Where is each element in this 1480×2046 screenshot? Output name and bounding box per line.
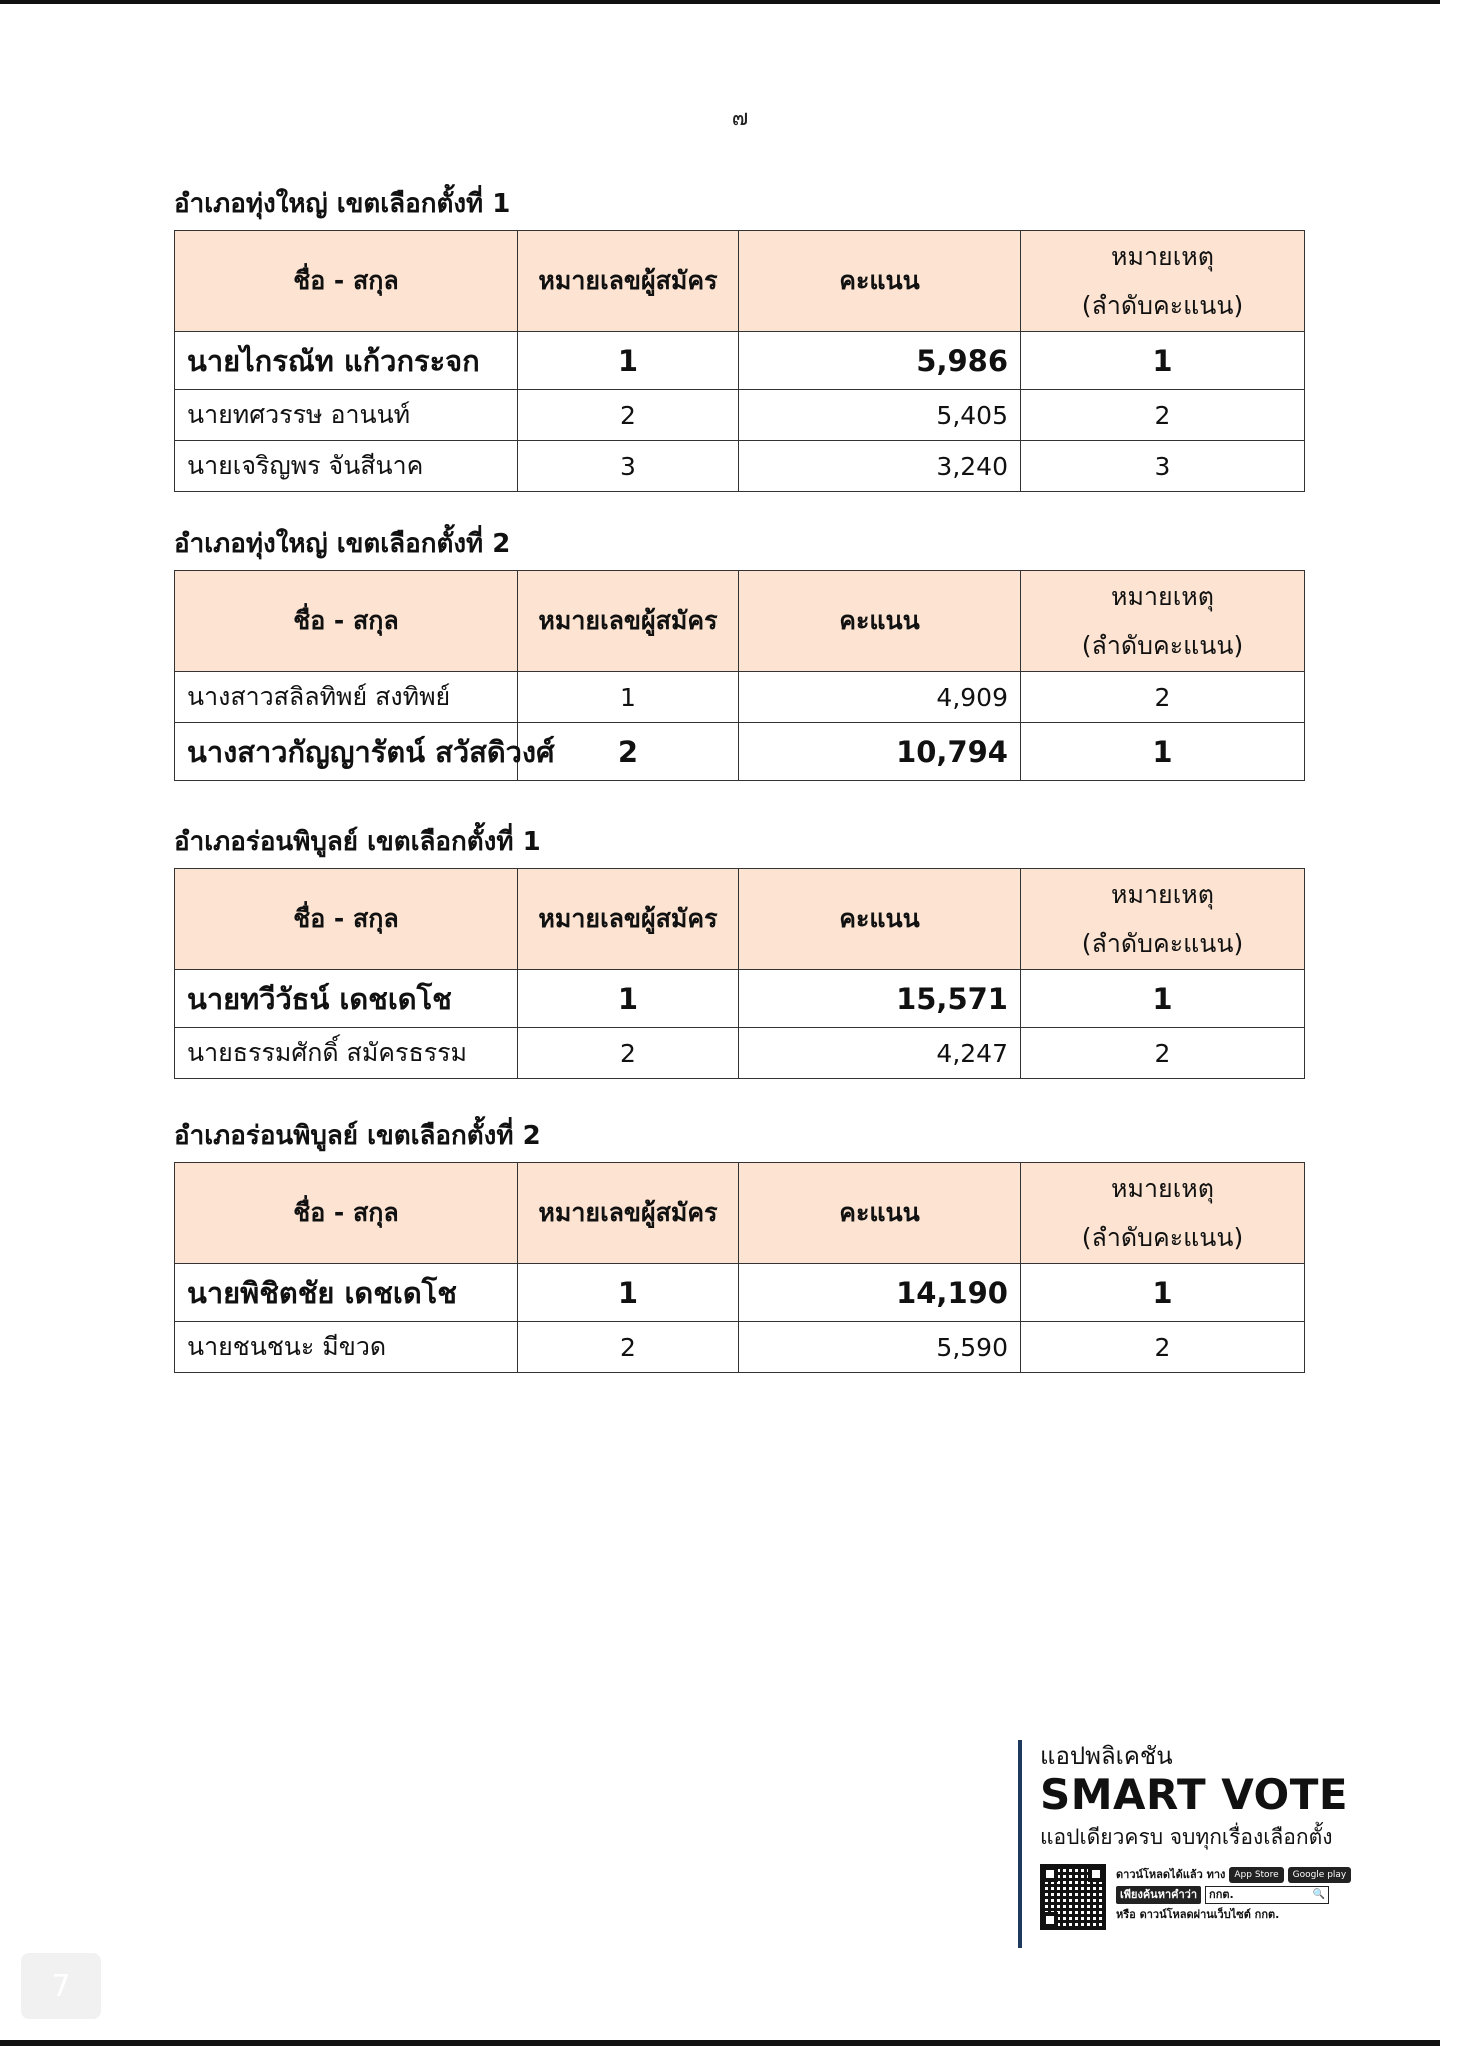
table-header-row — [175, 869, 1305, 970]
header-name: ชื่อ - สกุล — [175, 1163, 518, 1264]
table-row — [175, 390, 1305, 441]
header-number: หมายเลขผู้สมัคร — [518, 571, 739, 672]
candidate-number: 3 — [518, 441, 739, 492]
header-note — [1021, 1163, 1305, 1264]
header-note-line1: หมายเหตุ — [1111, 1174, 1214, 1203]
results-table — [174, 570, 1305, 781]
candidate-number: 1 — [518, 1264, 739, 1322]
app-store-badge[interactable]: App Store — [1229, 1867, 1283, 1883]
candidate-number: 2 — [518, 723, 739, 781]
section-title: อำเภอร่อนพิบูลย์ เขตเลือกตั้งที่ 2 — [174, 1121, 541, 1151]
table-header-row — [175, 231, 1305, 332]
qr-code-icon[interactable] — [1040, 1864, 1106, 1930]
table-row — [175, 441, 1305, 492]
header-number: หมายเลขผู้สมัคร — [518, 231, 739, 332]
web-download-text: หรือ ดาวน์โหลดผ่านเว็บไซต์ กกต. — [1116, 1908, 1280, 1921]
search-term: กกต. — [1209, 1888, 1234, 1901]
table-row — [175, 672, 1305, 723]
header-votes: คะแนน — [739, 231, 1021, 332]
page-indicator-button[interactable]: 7 — [21, 1953, 101, 2019]
table-row — [175, 723, 1305, 781]
ad-brand: SMART VOTE — [1040, 1770, 1349, 1819]
candidate-votes: 5,590 — [739, 1322, 1021, 1373]
table-header-row — [175, 1163, 1305, 1264]
results-table — [174, 1162, 1305, 1373]
candidate-votes: 5,986 — [739, 332, 1021, 390]
download-text: ดาวน์โหลดได้แล้ว ทาง — [1116, 1868, 1226, 1881]
candidate-number: 1 — [518, 332, 739, 390]
header-note — [1021, 571, 1305, 672]
ad-download-row — [1040, 1864, 1358, 1930]
table-row — [175, 970, 1305, 1028]
candidate-rank: 3 — [1021, 441, 1305, 492]
candidate-votes: 14,190 — [739, 1264, 1021, 1322]
results-table — [174, 230, 1305, 492]
table-row — [175, 1264, 1305, 1322]
header-votes: คะแนน — [739, 1163, 1021, 1264]
candidate-rank: 1 — [1021, 970, 1305, 1028]
candidate-name: นางสาวกัญญารัตน์ สวัสดิวงศ์ — [175, 723, 518, 781]
candidate-votes: 4,909 — [739, 672, 1021, 723]
table-row — [175, 1028, 1305, 1079]
smart-vote-ad — [1018, 1740, 1358, 1948]
candidate-rank: 1 — [1021, 1264, 1305, 1322]
candidate-name: นางสาวสลิลทิพย์ สงทิพย์ — [175, 672, 518, 723]
header-name: ชื่อ - สกุล — [175, 571, 518, 672]
header-number: หมายเลขผู้สมัคร — [518, 1163, 739, 1264]
candidate-rank: 1 — [1021, 723, 1305, 781]
candidate-votes: 15,571 — [739, 970, 1021, 1028]
candidate-number: 2 — [518, 1322, 739, 1373]
candidate-votes: 10,794 — [739, 723, 1021, 781]
top-border — [0, 0, 1440, 4]
candidate-name: นายทศวรรษ อานนท์ — [175, 390, 518, 441]
candidate-rank: 2 — [1021, 1028, 1305, 1079]
search-label: เพียงค้นหาคำว่า — [1116, 1886, 1201, 1904]
candidate-rank: 2 — [1021, 1322, 1305, 1373]
section-title: อำเภอร่อนพิบูลย์ เขตเลือกตั้งที่ 1 — [174, 827, 541, 857]
header-note-line2: (ลำดับคะแนน) — [1081, 291, 1244, 320]
ad-tagline: แอปเดียวครบ จบทุกเรื่องเลือกตั้ง — [1040, 1825, 1333, 1849]
candidate-rank: 2 — [1021, 390, 1305, 441]
candidate-rank: 2 — [1021, 672, 1305, 723]
candidate-number: 2 — [518, 1028, 739, 1079]
header-note-line2: (ลำดับคะแนน) — [1081, 1223, 1244, 1252]
candidate-rank: 1 — [1021, 332, 1305, 390]
candidate-name: นายไกรณัท แก้วกระจก — [175, 332, 518, 390]
candidate-votes: 5,405 — [739, 390, 1021, 441]
section-title: อำเภอทุ่งใหญ่ เขตเลือกตั้งที่ 2 — [174, 529, 511, 559]
header-name: ชื่อ - สกุล — [175, 869, 518, 970]
district-section-2 — [174, 518, 1304, 781]
google-play-badge[interactable]: Google play — [1288, 1867, 1352, 1883]
candidate-votes: 4,247 — [739, 1028, 1021, 1079]
header-votes: คะแนน — [739, 869, 1021, 970]
header-note-line2: (ลำดับคะแนน) — [1081, 929, 1244, 958]
candidate-name: นายเจริญพร จันสีนาค — [175, 441, 518, 492]
ad-subtitle: แอปพลิเคชัน — [1040, 1742, 1173, 1770]
search-icon: 🔍 — [1312, 1889, 1326, 1900]
header-name: ชื่อ - สกุล — [175, 231, 518, 332]
candidate-votes: 3,240 — [739, 441, 1021, 492]
header-note-line1: หมายเหตุ — [1111, 880, 1214, 909]
header-note-line1: หมายเหตุ — [1111, 582, 1214, 611]
results-table — [174, 868, 1305, 1079]
table-row — [175, 1322, 1305, 1373]
district-section-3 — [174, 816, 1304, 1079]
header-note-line1: หมายเหตุ — [1111, 242, 1214, 271]
header-number: หมายเลขผู้สมัคร — [518, 869, 739, 970]
candidate-name: นายทวีวัธน์ เดชเดโช — [175, 970, 518, 1028]
header-note — [1021, 231, 1305, 332]
district-section-1 — [174, 178, 1304, 492]
bottom-border — [0, 2040, 1440, 2046]
candidate-number: 1 — [518, 970, 739, 1028]
header-votes: คะแนน — [739, 571, 1021, 672]
table-row — [175, 332, 1305, 390]
section-title: อำเภอทุ่งใหญ่ เขตเลือกตั้งที่ 1 — [174, 189, 511, 219]
search-box — [1205, 1886, 1329, 1904]
district-section-4 — [174, 1110, 1304, 1373]
page-number: ๗ — [731, 106, 749, 131]
table-header-row — [175, 571, 1305, 672]
candidate-number: 2 — [518, 390, 739, 441]
candidate-number: 1 — [518, 672, 739, 723]
header-note-line2: (ลำดับคะแนน) — [1081, 631, 1244, 660]
ad-download-info — [1116, 1864, 1351, 1930]
candidate-name: นายธรรมศักดิ์ สมัครธรรม — [175, 1028, 518, 1079]
candidate-name: นายชนชนะ มีขวด — [175, 1322, 518, 1373]
candidate-name: นายพิชิตชัย เดชเดโช — [175, 1264, 518, 1322]
header-note — [1021, 869, 1305, 970]
